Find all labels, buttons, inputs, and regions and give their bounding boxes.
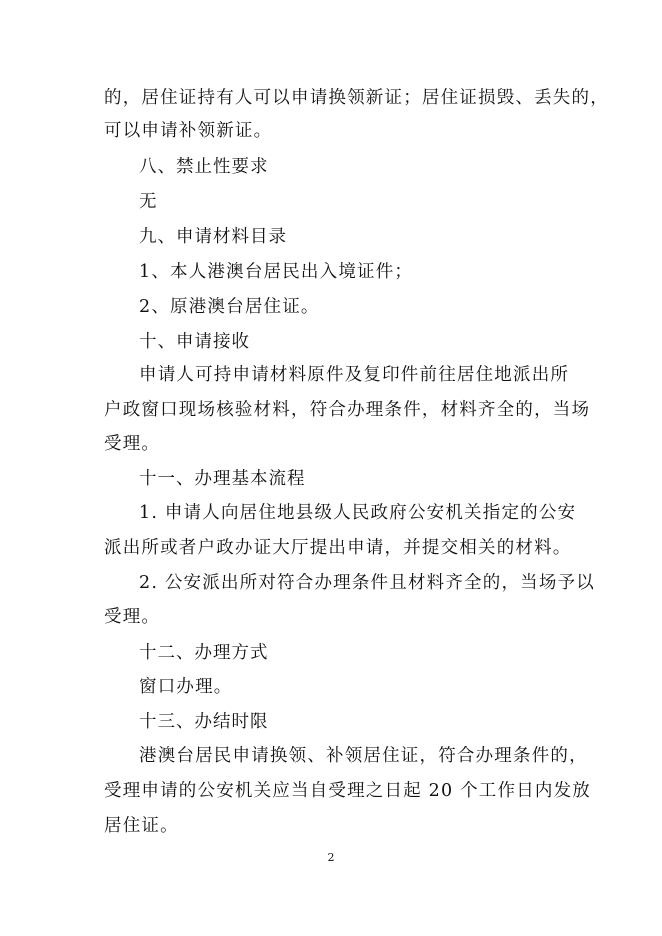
page-number: 2 xyxy=(327,851,335,864)
receive-text-line-1: 申请人可持申请材料原件及复印件前往居住地派出所 xyxy=(139,365,570,385)
section-heading-10: 十、申请接收 xyxy=(139,332,250,352)
section-heading-13: 十三、办结时限 xyxy=(139,712,269,732)
method-text: 窗口办理。 xyxy=(139,677,233,697)
material-item-2: 2、原港澳台居住证。 xyxy=(139,297,320,317)
receive-text-line-3: 受理。 xyxy=(104,434,161,454)
section-heading-12: 十二、办理方式 xyxy=(139,643,269,663)
deadline-text-line-1: 港澳台居民申请换领、补领居住证，符合办理条件的， xyxy=(139,746,588,766)
material-item-1: 1、本人港澳台居民出入境证件； xyxy=(139,262,414,282)
section-heading-8: 八、禁止性要求 xyxy=(139,157,269,177)
prohibited-text: 无 xyxy=(139,192,158,212)
flow-step-2-line-1: 2. 公安派出所对符合办理条件且材料齐全的，当场予以 xyxy=(139,573,595,593)
renew-text-line-1: 的，居住证持有人可以申请换领新证；居住证损毁、丢失的， xyxy=(104,88,609,108)
renew-text-line-2: 可以申请补领新证。 xyxy=(104,121,273,141)
flow-step-1-line-2: 派出所或者户政办证大厅提出申请，并提交相关的材料。 xyxy=(104,538,572,558)
section-heading-11: 十一、办理基本流程 xyxy=(139,469,306,489)
flow-step-2-line-2: 受理。 xyxy=(104,607,161,627)
section-heading-9: 九、申请材料目录 xyxy=(139,227,287,247)
deadline-text-line-2: 受理申请的公安机关应当自受理之日起 20 个工作日内发放 xyxy=(104,781,591,801)
flow-step-1-line-1: 1. 申请人向居住地县级人民政府公安机关指定的公安 xyxy=(139,503,577,523)
deadline-text-line-3: 居住证。 xyxy=(104,816,179,836)
receive-text-line-2: 户政窗口现场核验材料，符合办理条件，材料齐全的，当场 xyxy=(104,400,591,420)
